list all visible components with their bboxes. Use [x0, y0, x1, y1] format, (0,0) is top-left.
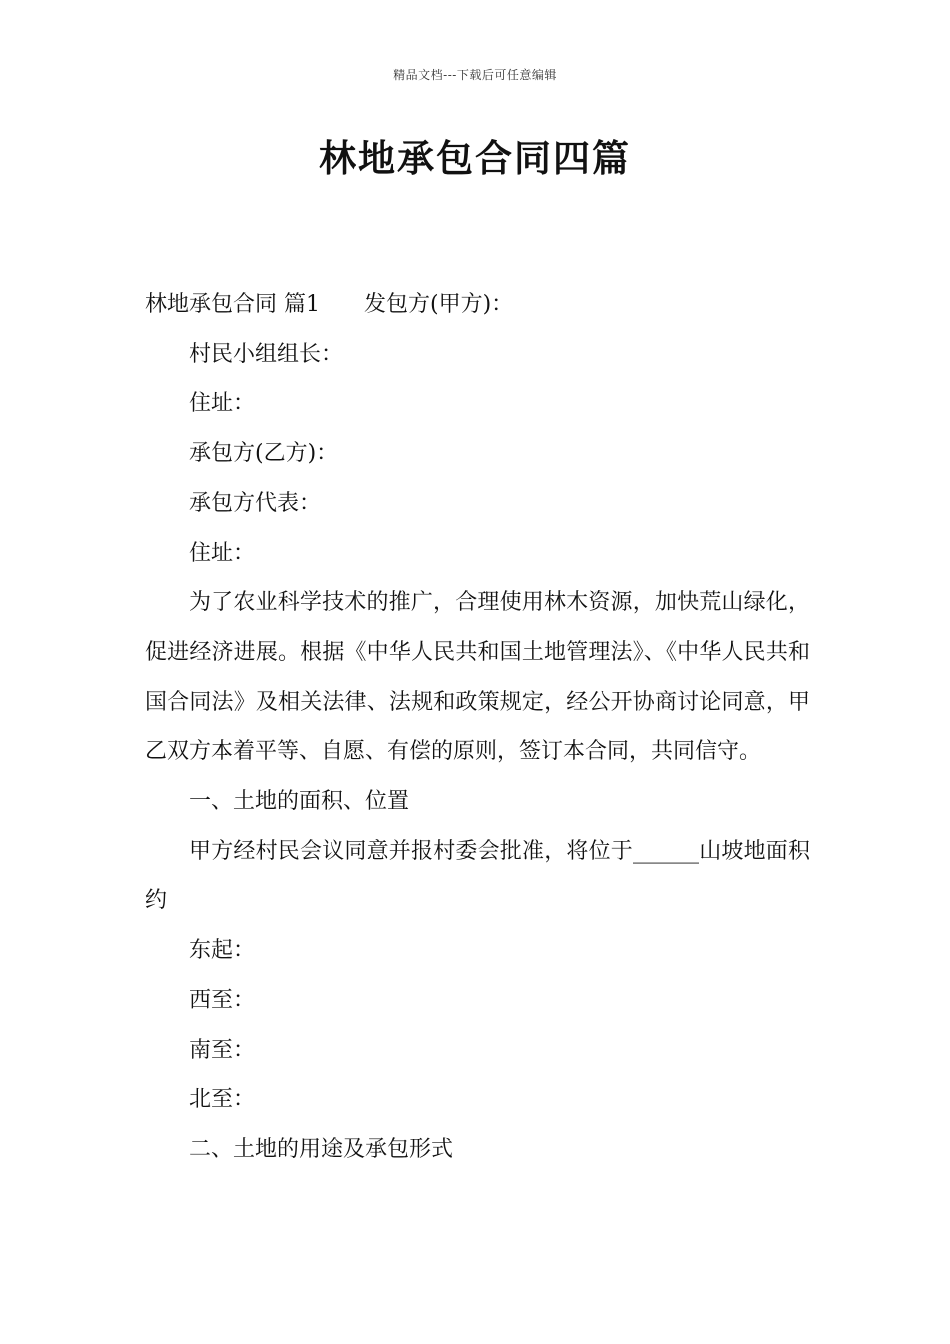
- boundary-south: 南至：: [189, 1037, 256, 1063]
- village-leader-line: 村民小组组长：: [189, 341, 344, 367]
- boundary-north: 北至：: [189, 1087, 256, 1113]
- clause-2-heading: 二、土地的用途及承包形式: [189, 1136, 454, 1162]
- party-b-address-line: 住址：: [189, 540, 256, 566]
- document-body: [145, 280, 810, 1175]
- page-header: 精品文档---下载后可任意编辑: [393, 68, 557, 82]
- document-title: 林地承包合同四篇: [319, 137, 631, 180]
- boundary-west: 西至：: [189, 987, 256, 1013]
- section-label: 林地承包合同 篇1: [145, 292, 320, 317]
- section-heading-line: [145, 280, 810, 330]
- clause-1-paragraph: 甲方经村民会议同意并报村委会批准，将位于______山坡地面积约: [145, 838, 810, 914]
- preamble-paragraph: 为了农业科学技术的推广，合理使用林木资源，加快荒山绿化，促进经济进展。根据《中华人民共和国土地管理法》、《中华人民共和国合同法》及相关法律、法规和政策规定，经公开协商讨论同意，甲乙双方本着平等、自愿、有偿的原则，签订本合同，共同信守。: [145, 590, 810, 765]
- boundary-east: 东起：: [189, 938, 256, 964]
- party-a-address-line: 住址：: [189, 391, 256, 417]
- clause-1-heading: 一、土地的面积、位置: [189, 789, 410, 815]
- party-b-rep-line: 承包方代表：: [189, 490, 322, 516]
- party-a-label: 发包方(甲方)：: [364, 292, 514, 317]
- party-b-line: 承包方(乙方)：: [189, 441, 339, 467]
